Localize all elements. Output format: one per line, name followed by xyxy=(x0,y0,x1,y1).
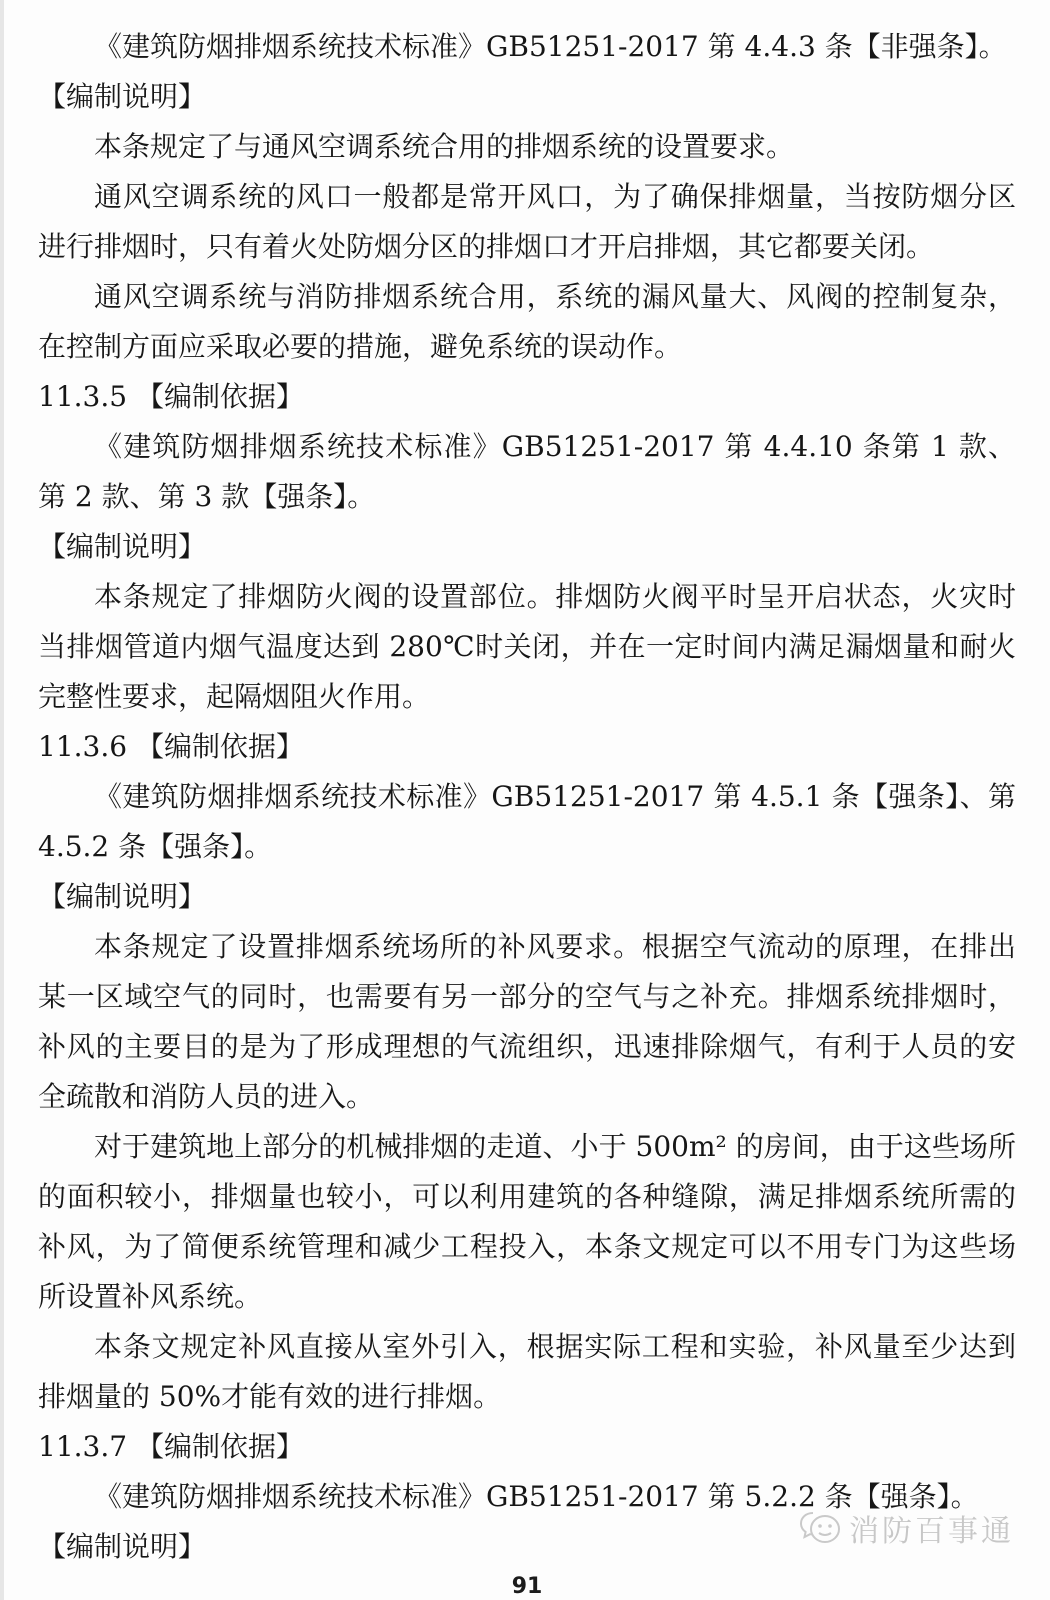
document-paragraph: 本条规定了与通风空调系统合用的排烟系统的设置要求。 xyxy=(94,130,795,163)
document-paragraph: 本条文规定补风直接从室外引入，根据实际工程和实验，补风量至少达到排烟量的 50%才能有效的进行排烟。 xyxy=(38,1330,1016,1413)
document-paragraph: 《建筑防烟排烟系统技术标准》GB51251-2017 第 5.2.2 条【强条】。 xyxy=(94,1480,979,1513)
page-number: 91 xyxy=(511,1574,543,1599)
watermark xyxy=(799,1506,1014,1550)
section-heading: 【编制说明】 xyxy=(38,80,207,113)
section-heading: 【编制说明】 xyxy=(38,530,207,563)
section-heading: 【编制说明】 xyxy=(38,1530,207,1563)
section-heading: 11.3.7 【编制依据】 xyxy=(38,1430,304,1463)
watermark-chat-bubble-icon xyxy=(799,1510,841,1546)
document-body xyxy=(38,22,1016,1572)
document-paragraph: 《建筑防烟排烟系统技术标准》GB51251-2017 第 4.5.1 条【强条】、第 4.5.2 条【强条】。 xyxy=(38,780,1016,863)
document-paragraph: 通风空调系统的风口一般都是常开风口，为了确保排烟量，当按防烟分区进行排烟时，只有着火处防烟分区的排烟口才开启排烟，其它都要关闭。 xyxy=(38,180,1016,263)
section-heading: 【编制说明】 xyxy=(38,880,207,913)
section-heading: 11.3.6 【编制依据】 xyxy=(38,730,304,763)
document-paragraph: 通风空调系统与消防排烟系统合用，系统的漏风量大、风阀的控制复杂，在控制方面应采取必要的措施，避免系统的误动作。 xyxy=(38,280,1016,363)
document-paragraph: 《建筑防烟排烟系统技术标准》GB51251-2017 第 4.4.3 条【非强条】。 xyxy=(94,30,1007,63)
document-paragraph: 《建筑防烟排烟系统技术标准》GB51251-2017 第 4.4.10 条第 1 款、第 2 款、第 3 款【强条】。 xyxy=(38,430,1016,513)
section-heading: 11.3.5 【编制依据】 xyxy=(38,380,304,413)
document-paragraph: 对于建筑地上部分的机械排烟的走道、小于 500m² 的房间，由于这些场所的面积较小，排烟量也较小，可以利用建筑的各种缝隙，满足排烟系统所需的补风，为了简便系统管理和减少工程投入，本条文规定可以不用专门为这些场所设置补风系统。 xyxy=(38,1130,1016,1313)
watermark-text: 消防百事通 xyxy=(849,1514,1014,1549)
document-paragraph: 本条规定了设置排烟系统场所的补风要求。根据空气流动的原理，在排出某一区域空气的同时，也需要有另一部分的空气与之补充。排烟系统排烟时，补风的主要目的是为了形成理想的气流组织，迅速排除烟气，有利于人员的安全疏散和消防人员的进入。 xyxy=(38,930,1016,1113)
document-paragraph: 本条规定了排烟防火阀的设置部位。排烟防火阀平时呈开启状态，火灾时当排烟管道内烟气温度达到 280℃时关闭，并在一定时间内满足漏烟量和耐火完整性要求，起隔烟阻火作用。 xyxy=(38,580,1016,713)
